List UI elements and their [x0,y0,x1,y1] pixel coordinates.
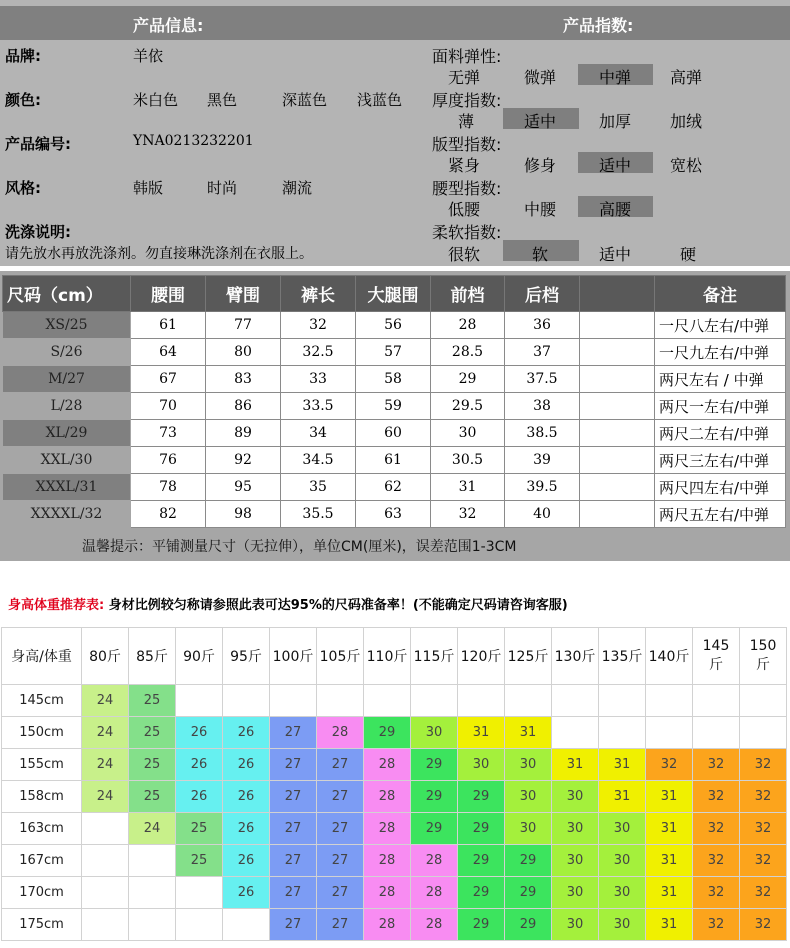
weight-header: 125斤 [505,628,552,685]
size-recommend-cell: 32 [693,813,740,845]
size-recommend-cell [552,717,599,749]
column-header: 后档 [505,276,580,312]
size-recommend-cell: 30 [552,909,599,941]
measurement-cell: 77 [206,312,281,339]
color-value: 浅蓝色 [357,91,403,109]
size-recommend-cell: 26 [223,717,270,749]
size-recommend-cell: 26 [223,877,270,909]
measurement-cell: 59 [356,393,431,420]
size-recommend-cell: 25 [176,845,223,877]
thickness-option-selected: 适中 [524,112,557,131]
note-cell: 两尺左右 / 中弹 [655,366,786,393]
size-cell: M/27 [3,366,131,393]
size-recommend-cell: 27 [270,749,317,781]
size-recommend-cell [129,845,176,877]
size-recommend-cell: 30 [411,717,458,749]
size-recommend-cell: 24 [82,781,129,813]
size-cell: S/26 [3,339,131,366]
size-recommend-cell [693,717,740,749]
measurement-cell: 35 [281,474,356,501]
size-recommend-cell [223,909,270,941]
size-recommend-cell: 32 [693,909,740,941]
thickness-option: 薄 [458,112,475,131]
size-recommend-cell: 29 [411,749,458,781]
measurement-cell: 56 [356,312,431,339]
size-recommend-cell: 28 [364,845,411,877]
waist-type-option: 中腰 [524,200,557,219]
size-row [3,501,786,528]
wash-instructions: 请先放水再放洗涤剂。勿直接琳洗涤剂在衣服上。 [5,246,313,262]
size-recommend-cell: 32 [693,845,740,877]
size-recommend-cell: 32 [740,877,787,909]
note-cell: 两尺二左右/中弹 [655,420,786,447]
thickness-option: 加厚 [599,112,632,131]
measurement-cell: 32 [431,501,505,528]
measurement-cell: 28.5 [431,339,505,366]
size-row [3,393,786,420]
size-recommend-cell: 30 [599,877,646,909]
column-header: 臂围 [206,276,281,312]
size-recommend-cell: 26 [223,813,270,845]
measurement-cell: 34.5 [281,447,356,474]
size-recommend-cell: 28 [364,909,411,941]
measurement-cell: 83 [206,366,281,393]
brand-value: 羊依 [133,47,164,65]
size-recommend-cell: 32 [693,749,740,781]
size-recommend-cell: 27 [270,717,317,749]
size-recommend-cell: 30 [505,813,552,845]
measurement-cell: 38.5 [505,420,580,447]
size-recommend-cell: 26 [223,781,270,813]
size-recommend-cell: 29 [458,813,505,845]
softness-option-selected: 软 [532,245,549,264]
waist-type-option: 低腰 [448,200,481,219]
size-recommend-cell: 29 [364,717,411,749]
size-recommend-cell: 27 [270,845,317,877]
size-recommend-cell [552,685,599,717]
note-cell: 两尺五左右/中弹 [655,501,786,528]
size-recommend-cell: 29 [458,877,505,909]
weight-header: 105斤 [317,628,364,685]
height-row [2,717,787,749]
size-recommend-cell [599,717,646,749]
size-recommend-cell [317,685,364,717]
note-cell: 两尺四左右/中弹 [655,474,786,501]
size-recommend-cell: 25 [129,685,176,717]
weight-header-row [2,628,787,685]
size-recommend-cell: 27 [270,781,317,813]
height-label: 158cm [2,781,82,813]
size-recommend-cell: 28 [411,845,458,877]
measurement-cell: 89 [206,420,281,447]
column-header: 裤长 [281,276,356,312]
measurement-cell: 38 [505,393,580,420]
color-value: 深蓝色 [282,91,328,109]
size-recommend-cell [82,845,129,877]
size-recommend-cell: 29 [458,845,505,877]
size-row [3,420,786,447]
recommend-title-text: 身材比例较匀称请参照此表可达95%的尺码准备率！(不能确定尺码请咨询客服) [108,598,568,613]
size-recommend-cell: 28 [364,813,411,845]
corner-header: 身高/体重 [2,628,82,685]
measurement-cell: 39 [505,447,580,474]
measurement-cell: 33 [281,366,356,393]
size-table-header [3,276,786,312]
size-recommend-cell: 27 [317,909,364,941]
fit-label: 版型指数: [432,135,502,154]
size-recommend-cell: 27 [317,813,364,845]
height-row [2,685,787,717]
size-cell: XS/25 [3,312,131,339]
measurement-cell: 32 [281,312,356,339]
waist-type-label: 腰型指数: [432,179,502,198]
size-recommend-cell [646,685,693,717]
size-recommend-cell: 32 [740,749,787,781]
measurement-cell: 63 [356,501,431,528]
size-recommend-cell: 31 [646,781,693,813]
size-cell: XL/29 [3,420,131,447]
measurement-cell: 78 [131,474,206,501]
height-weight-table [1,627,787,941]
size-recommend-cell [646,717,693,749]
empty-cell [580,447,655,474]
measurement-cell: 58 [356,366,431,393]
note-cell: 两尺一左右/中弹 [655,393,786,420]
column-header: 腰围 [131,276,206,312]
size-row [3,447,786,474]
product-index-heading: 产品指数: [563,16,634,35]
size-recommend-cell: 26 [223,845,270,877]
style-value: 韩版 [133,179,164,197]
size-recommend-cell [270,685,317,717]
size-recommend-cell: 27 [270,813,317,845]
softness-option: 硬 [680,245,697,264]
elasticity-option: 无弹 [448,68,481,87]
size-recommend-cell: 27 [317,877,364,909]
size-recommend-cell: 25 [176,813,223,845]
size-recommend-cell: 26 [176,781,223,813]
waist-type-option-selected: 高腰 [599,200,632,219]
size-recommend-cell [740,685,787,717]
size-recommend-cell: 27 [317,845,364,877]
softness-option: 很软 [448,245,481,264]
column-header: 尺码（cm） [3,276,131,312]
size-recommend-cell: 30 [599,909,646,941]
size-recommend-cell [129,909,176,941]
size-recommend-cell: 26 [176,749,223,781]
measurement-cell: 61 [356,447,431,474]
weight-header: 130斤 [552,628,599,685]
size-recommend-cell: 31 [646,845,693,877]
size-recommend-cell: 30 [552,781,599,813]
size-recommend-cell: 32 [740,845,787,877]
size-recommend-cell: 30 [599,813,646,845]
empty-cell [580,474,655,501]
size-recommend-cell: 30 [505,749,552,781]
size-recommend-cell [176,877,223,909]
measurement-cell: 29 [431,366,505,393]
measurement-cell: 98 [206,501,281,528]
size-cell: XXXXL/32 [3,501,131,528]
size-recommend-cell: 31 [505,717,552,749]
measurement-cell: 29.5 [431,393,505,420]
size-recommend-cell: 31 [646,909,693,941]
size-recommend-cell [599,685,646,717]
size-recommend-cell [82,813,129,845]
elasticity-label: 面料弹性: [432,47,502,66]
size-recommend-cell: 24 [82,749,129,781]
empty-cell [580,501,655,528]
note-cell: 一尺八左右/中弹 [655,312,786,339]
fit-option: 宽松 [670,156,703,175]
weight-header: 95斤 [223,628,270,685]
empty-cell [580,312,655,339]
weight-header: 100斤 [270,628,317,685]
size-row [3,474,786,501]
size-recommend-cell: 32 [646,749,693,781]
column-header: 备注 [655,276,786,312]
size-recommend-cell: 28 [364,877,411,909]
height-row [2,877,787,909]
recommend-title [8,594,568,613]
size-recommend-cell: 24 [82,717,129,749]
size-recommend-cell: 31 [552,749,599,781]
thickness-option: 加绒 [670,112,703,131]
size-recommend-cell: 30 [552,845,599,877]
size-recommend-cell: 28 [317,717,364,749]
measurement-cell: 64 [131,339,206,366]
measurement-cell: 30.5 [431,447,505,474]
size-recommend-cell [740,717,787,749]
size-recommend-cell: 32 [693,781,740,813]
size-recommend-cell [129,877,176,909]
measurement-cell: 28 [431,312,505,339]
height-label: 155cm [2,749,82,781]
size-recommend-cell: 29 [458,909,505,941]
measurement-cell: 39.5 [505,474,580,501]
measurement-cell: 32.5 [281,339,356,366]
measurement-cell: 86 [206,393,281,420]
measurement-cell: 31 [431,474,505,501]
measurement-cell: 57 [356,339,431,366]
size-recommend-cell: 27 [270,877,317,909]
size-cell: L/28 [3,393,131,420]
measurement-cell: 62 [356,474,431,501]
measurement-cell: 36 [505,312,580,339]
size-recommend-cell: 28 [364,749,411,781]
height-row [2,845,787,877]
color-label: 颜色: [5,91,41,109]
elasticity-option-selected: 中弹 [599,68,632,87]
size-recommend-cell: 31 [599,781,646,813]
size-recommend-cell [364,685,411,717]
softness-label: 柔软指数: [432,223,502,242]
height-label: 170cm [2,877,82,909]
size-recommend-cell: 27 [317,749,364,781]
size-recommend-cell: 31 [646,877,693,909]
size-recommend-cell: 31 [458,717,505,749]
size-recommend-cell [176,685,223,717]
measurement-cell: 92 [206,447,281,474]
size-row [3,339,786,366]
size-cell: XXXL/31 [3,474,131,501]
size-cell: XXL/30 [3,447,131,474]
elasticity-option: 高弹 [670,68,703,87]
height-weight-body [2,685,787,941]
measurement-cell: 70 [131,393,206,420]
height-label: 150cm [2,717,82,749]
empty-cell [580,339,655,366]
style-label: 风格: [5,179,41,197]
size-recommend-cell: 29 [411,813,458,845]
measurement-cell: 30 [431,420,505,447]
size-recommend-cell: 30 [505,781,552,813]
size-recommend-cell [176,909,223,941]
product-info-panel [0,0,790,266]
measurement-cell: 80 [206,339,281,366]
size-recommend-cell: 32 [740,813,787,845]
elasticity-option: 微弹 [524,68,557,87]
size-recommend-cell: 24 [82,685,129,717]
empty-cell [580,393,655,420]
size-recommend-cell: 26 [176,717,223,749]
height-row [2,909,787,941]
product-code-label: 产品编号: [5,135,71,153]
size-recommend-cell: 30 [599,845,646,877]
size-recommend-cell: 28 [411,877,458,909]
size-recommend-cell: 25 [129,749,176,781]
size-recommend-cell [693,685,740,717]
weight-header: 110斤 [364,628,411,685]
empty-cell [580,420,655,447]
measurement-cell: 82 [131,501,206,528]
measurement-cell: 60 [356,420,431,447]
measurement-cell: 37.5 [505,366,580,393]
size-recommend-cell: 29 [411,781,458,813]
measurement-cell: 33.5 [281,393,356,420]
height-row [2,749,787,781]
fit-option: 修身 [524,156,557,175]
size-recommend-cell: 32 [740,909,787,941]
column-header [580,276,655,312]
weight-header: 135斤 [599,628,646,685]
size-recommend-cell: 30 [458,749,505,781]
size-recommend-cell: 28 [364,781,411,813]
size-recommend-cell: 29 [505,845,552,877]
size-recommend-cell: 28 [411,909,458,941]
size-chart-panel [0,271,790,561]
thickness-label: 厚度指数: [432,91,502,110]
weight-header: 80斤 [82,628,129,685]
style-value: 潮流 [282,179,313,197]
size-recommend-cell: 30 [552,877,599,909]
product-info-heading: 产品信息: [133,16,204,35]
size-recommend-cell: 25 [129,717,176,749]
size-recommend-cell: 27 [270,909,317,941]
size-recommend-cell [505,685,552,717]
size-recommend-cell: 30 [552,813,599,845]
weight-header: 85斤 [129,628,176,685]
size-row [3,312,786,339]
height-label: 163cm [2,813,82,845]
measurement-cell: 61 [131,312,206,339]
height-row [2,781,787,813]
height-label: 175cm [2,909,82,941]
size-recommend-cell: 32 [740,781,787,813]
weight-header: 150 斤 [740,628,787,685]
measurement-cell: 95 [206,474,281,501]
size-table-body [3,312,786,528]
height-label: 145cm [2,685,82,717]
size-recommend-cell: 31 [599,749,646,781]
softness-option: 适中 [599,245,632,264]
fit-option: 紧身 [448,156,481,175]
size-table [2,275,786,528]
size-recommend-cell [82,909,129,941]
note-cell: 两尺三左右/中弹 [655,447,786,474]
product-info-header [0,6,790,40]
wash-label: 洗涤说明: [5,223,71,241]
measurement-tip: 温馨提示：平铺测量尺寸（无拉伸），单位CM(厘米)，误差范围1-3CM [82,539,517,555]
note-cell: 一尺九左右/中弹 [655,339,786,366]
size-recommend-cell: 29 [505,877,552,909]
weight-header: 115斤 [411,628,458,685]
size-recommend-cell: 27 [317,781,364,813]
size-recommend-cell: 26 [223,749,270,781]
column-header: 大腿围 [356,276,431,312]
size-recommend-cell [82,877,129,909]
measurement-cell: 76 [131,447,206,474]
size-recommend-cell: 29 [505,909,552,941]
size-recommend-cell [458,685,505,717]
measurement-cell: 35.5 [281,501,356,528]
size-recommend-cell [411,685,458,717]
size-recommend-cell: 24 [129,813,176,845]
color-value: 米白色 [133,91,179,109]
brand-label: 品牌: [5,47,41,65]
color-value: 黑色 [207,91,238,109]
recommend-title-highlight: 身高体重推荐表: [8,598,105,613]
measurement-cell: 73 [131,420,206,447]
size-recommend-cell: 25 [129,781,176,813]
column-header: 前档 [431,276,505,312]
weight-header: 145 斤 [693,628,740,685]
product-code-value: YNA0213232201 [133,133,254,149]
size-recommend-cell [223,685,270,717]
measurement-cell: 34 [281,420,356,447]
measurement-cell: 37 [505,339,580,366]
size-recommend-cell: 29 [458,781,505,813]
style-value: 时尚 [207,179,238,197]
empty-cell [580,366,655,393]
weight-header: 90斤 [176,628,223,685]
fit-option-selected: 适中 [599,156,632,175]
measurement-cell: 67 [131,366,206,393]
measurement-cell: 40 [505,501,580,528]
height-row [2,813,787,845]
height-label: 167cm [2,845,82,877]
weight-header: 140斤 [646,628,693,685]
size-recommend-cell: 31 [646,813,693,845]
size-row [3,366,786,393]
weight-header: 120斤 [458,628,505,685]
size-recommend-cell: 32 [693,877,740,909]
